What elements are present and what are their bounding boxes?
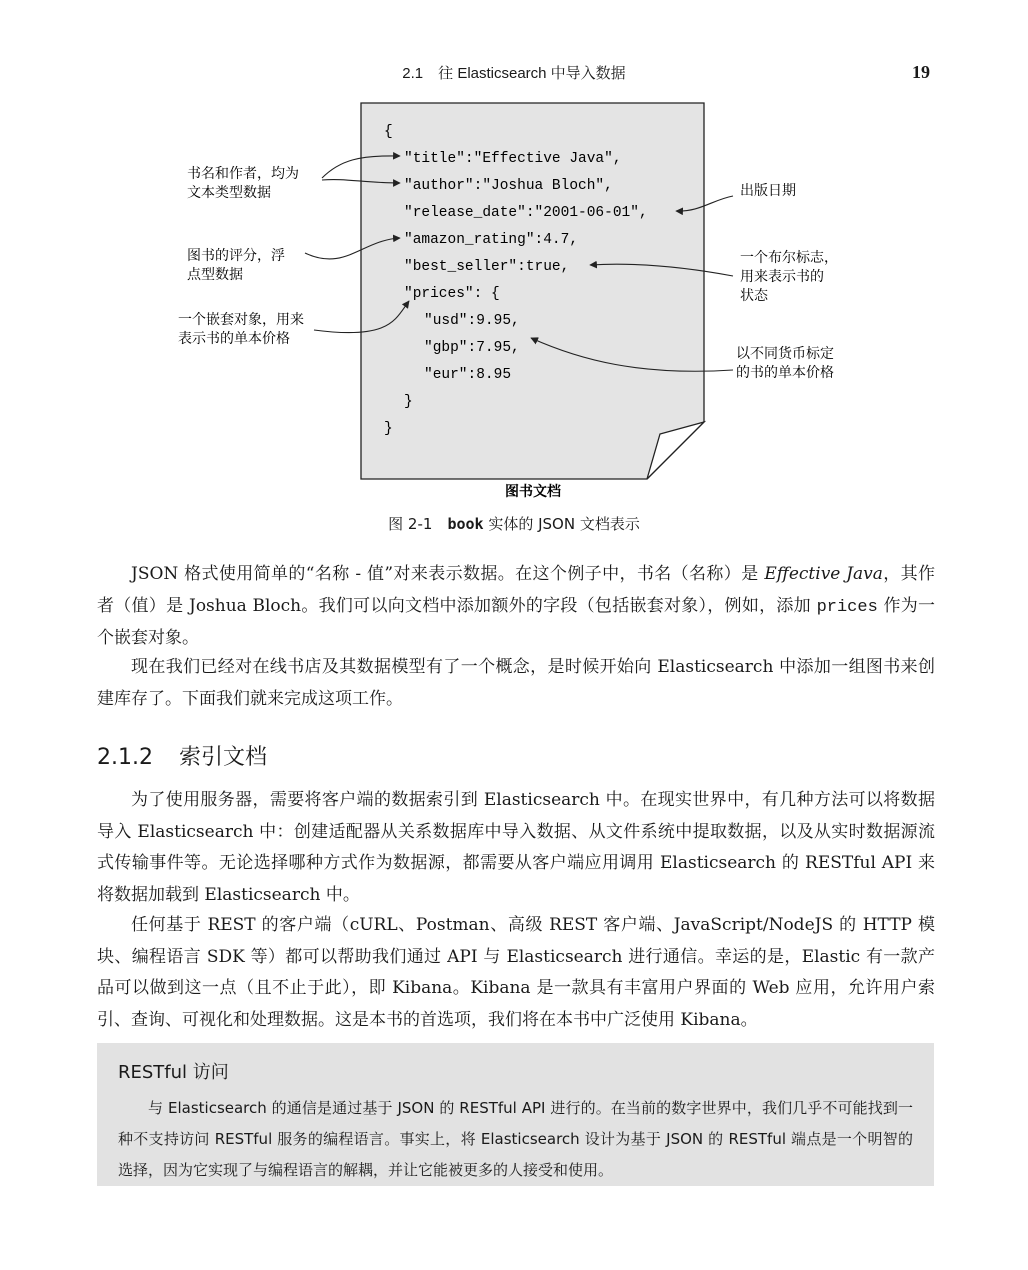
paragraph-text: 作为一个嵌套对象。 bbox=[97, 595, 936, 648]
figure-caption-suffix: 实体的 JSON 文档表示 bbox=[483, 515, 640, 533]
code-line: "gbp":7.95, bbox=[424, 340, 520, 356]
code-line: } bbox=[384, 421, 393, 437]
code-line: "author":"Joshua Bloch", bbox=[404, 178, 613, 194]
annotation-rating-line1: 图书的评分，浮 bbox=[187, 248, 285, 264]
annotation-boolean-line1: 一个布尔标志， bbox=[740, 250, 838, 266]
annotation-release: 出版日期 bbox=[740, 183, 796, 199]
paragraph-text: JSON 格式使用简单的“名称 - 值”对来表示数据。在这个例子中，书名（名称）是 bbox=[131, 564, 765, 584]
paragraph-rest-clients: 任何基于 REST 的客户端（cURL、Postman、高级 REST 客户端、JavaScript/NodeJS 的 HTTP 模块、编程语言 SDK 等）都可以帮助我们通过 API 与 Elasticsearch 进行通信。幸运的是，Elastic 有一款产品可以做到这一点（且不止于此），即 Kibana。Kibana 是一款具有丰富用户界面的 Web 应用，允许用户索引、查询、可视化和处理数据。这是本书的首选项，我们将在本书中广泛使用 Kibana。 bbox=[97, 915, 935, 1030]
book-document-figure bbox=[0, 0, 1028, 510]
restful-access-sidebar bbox=[97, 1043, 934, 1186]
code-line: "amazon_rating":4.7, bbox=[404, 232, 579, 248]
paragraph-json-format bbox=[97, 559, 935, 655]
section-title: 索引文档 bbox=[178, 745, 267, 770]
running-header: 2.1 往 Elasticsearch 中导入数据 bbox=[402, 65, 626, 82]
paragraph-text: ，其作者（值）是 Joshua Bloch。我们可以向文档中添加额外的字段（包括嵌套对象），例如，添加 bbox=[97, 564, 936, 616]
code-line: "prices": { bbox=[404, 286, 500, 302]
annotation-currency-line1: 以不同货币标定 bbox=[736, 346, 834, 362]
annotation-nested-line1: 一个嵌套对象，用来 bbox=[178, 312, 304, 328]
annotation-rating-line2: 点型数据 bbox=[187, 267, 243, 283]
inline-code: prices bbox=[816, 597, 878, 617]
figure-caption-code: book bbox=[447, 515, 484, 533]
annotation-boolean-line2: 用来表示书的 bbox=[740, 269, 824, 285]
annotation-boolean-line3: 状态 bbox=[740, 288, 768, 304]
annotation-title-author-line1: 书名和作者，均为 bbox=[187, 166, 299, 182]
annotation-currency-line2: 的书的单本价格 bbox=[736, 365, 834, 381]
sidebar-title: RESTful 访问 bbox=[118, 1062, 229, 1083]
paragraph-indexing: 为了使用服务器，需要将客户端的数据索引到 Elasticsearch 中。在现实世界中，有几种方法可以将数据导入 Elasticsearch 中：创建适配器从关系数据库中导入数据、从文件系统中提取数据，以及从实时数据源流式传输事件等。无论选择哪种方式作为数据源，都需要从客户端应用调用 Elasticsearch 的 RESTful API 来将数据加载到 Elasticsearch 中。 bbox=[97, 790, 935, 905]
sidebar-text: 与 Elasticsearch 的通信是通过基于 JSON 的 RESTful API 进行的。在当前的数字世界中，我们几乎不可能找到一种不支持访问 RESTful 服务的编程语言。事实上，将 Elasticsearch 设计为基于 JSON 的 RESTful 端点是一个明智的选择，因为它实现了与编程语言的解耦，并让它能被更多的人接受和使用。 bbox=[118, 1099, 913, 1179]
section-number: 2.1.2 bbox=[97, 745, 153, 770]
code-line: "title":"Effective Java", bbox=[404, 151, 622, 167]
book-title-italic: Effective Java bbox=[764, 564, 883, 584]
paragraph-inventory: 现在我们已经对在线书店及其数据模型有了一个概念，是时候开始向 Elasticsearch 中添加一组图书来创建库存了。下面我们就来完成这项工作。 bbox=[97, 657, 935, 709]
page-number: 19 bbox=[912, 62, 930, 82]
code-line: "usd":9.95, bbox=[424, 313, 520, 329]
document-label: 图书文档 bbox=[505, 484, 561, 500]
annotation-title-author-line2: 文本类型数据 bbox=[187, 185, 271, 201]
figure-caption bbox=[0, 513, 1028, 534]
code-line: { bbox=[384, 124, 393, 140]
section-heading bbox=[97, 740, 267, 771]
figure-caption-prefix: 图 2-1 bbox=[388, 515, 448, 533]
code-line: "best_seller":true, bbox=[404, 259, 570, 275]
annotation-nested-line2: 表示书的单本价格 bbox=[178, 331, 290, 347]
code-line: } bbox=[404, 394, 413, 410]
code-line: "eur":8.95 bbox=[424, 367, 512, 383]
code-line: "release_date":"2001-06-01", bbox=[404, 205, 648, 221]
